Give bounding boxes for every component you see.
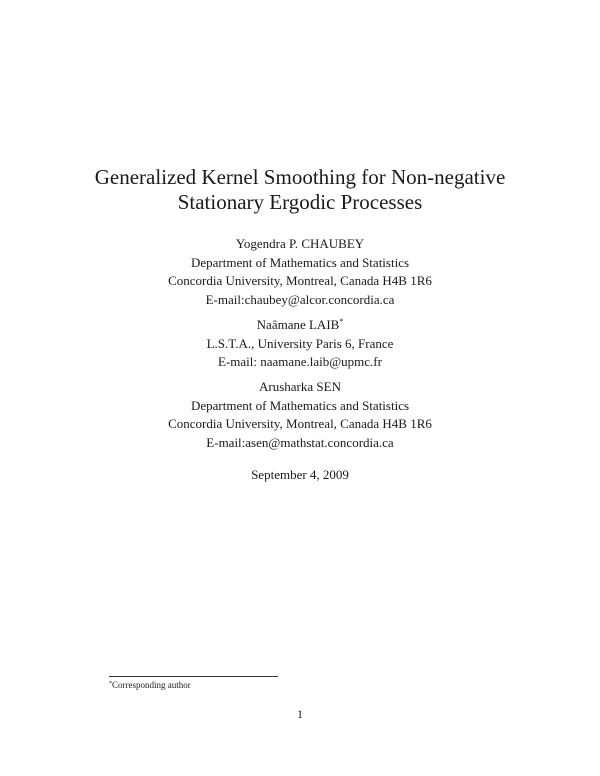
author-email: E-mail:chaubey@alcor.concordia.ca (205, 291, 395, 307)
author-email: E-mail:asen@mathstat.concordia.ca (206, 434, 394, 450)
author-block-chaubey (0, 235, 600, 309)
author-affiliation: Concordia University, Montreal, Canada H4B 1R6 (168, 416, 432, 431)
footnote-mark: * (109, 681, 112, 687)
author-email: E-mail: naamane.laib@upmc.fr (218, 354, 382, 369)
title-line-1: Generalized Kernel Smoothing for Non-negative (94, 165, 506, 189)
paper-title (0, 165, 600, 215)
footnote-divider (109, 676, 278, 677)
author-department: Department of Mathematics and Statistics (190, 254, 410, 270)
author-name: Arusharka SEN (259, 379, 341, 394)
footnote (109, 679, 191, 691)
author-name: Naâmane LAIB (256, 317, 340, 332)
author-block-sen (0, 378, 600, 452)
paper-date: September 4, 2009 (251, 467, 349, 482)
footnote-marker: * (339, 317, 344, 326)
author-block-laib (0, 316, 600, 372)
author-name-line (0, 316, 600, 335)
author-affiliation: Concordia University, Montreal, Canada H4B 1R6 (168, 273, 432, 288)
title-line-2: Stationary Ergodic Processes (177, 190, 423, 214)
author-department: Department of Mathematics and Statistics (190, 397, 410, 413)
author-name: Yogendra P. CHAUBEY (235, 236, 365, 251)
footnote-text: Corresponding author (112, 680, 191, 690)
author-affiliation: L.S.T.A., University Paris 6, France (206, 335, 394, 351)
page-number: 1 (297, 707, 303, 721)
